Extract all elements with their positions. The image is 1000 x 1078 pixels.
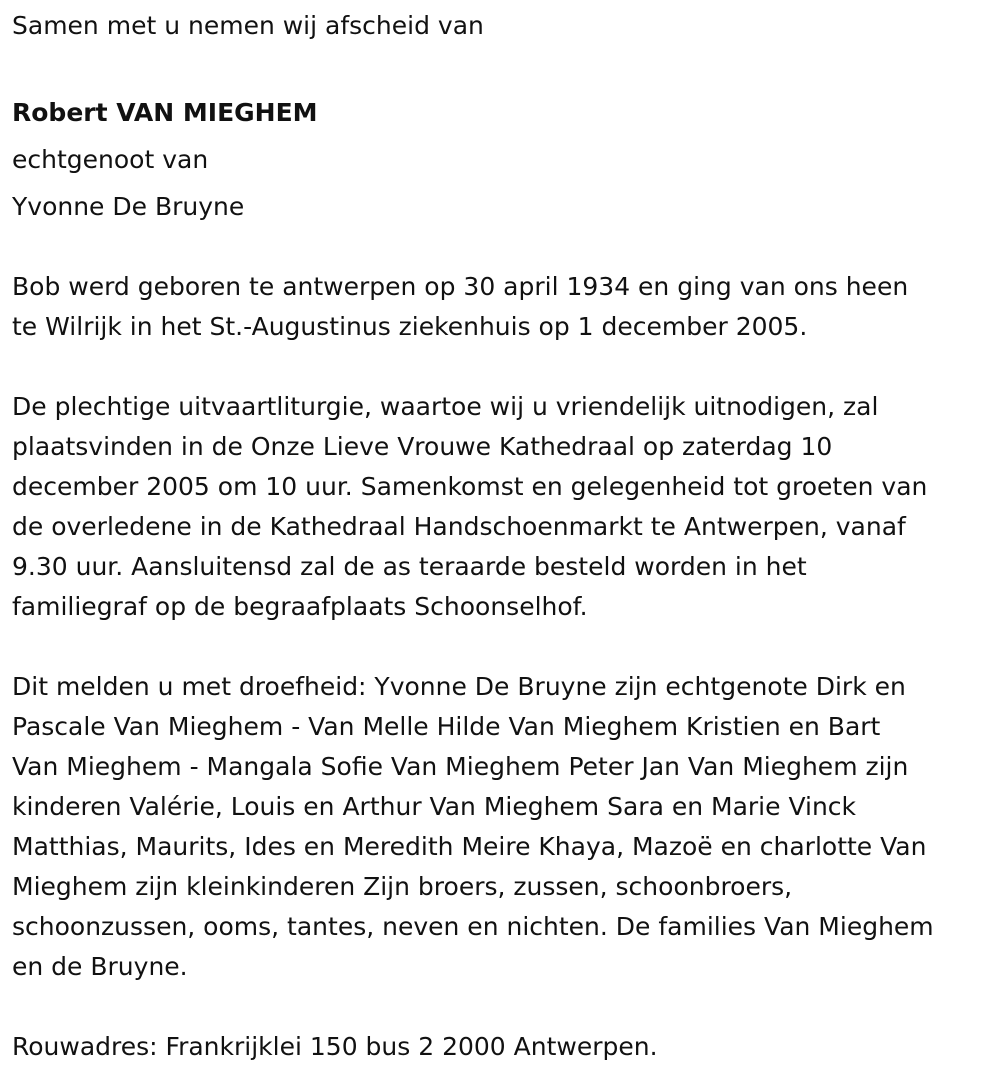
spouse-name: Yvonne De Bruyne [12,192,245,221]
ceremony-paragraph: De plechtige uitvaartliturgie, waartoe wij u vriendelijk uitnodigen, zal plaatsvinden in de Onze Lieve Vrouwe Kathedraal op zaterdag 10 december 2005 om 10 uur. Samenkomst en gelegenheid tot groeten van de overledene in de Kathedraal Handschoenmarkt te Antwerpen, vanaf 9.30 uur. Aansluitensd zal de as teraarde besteld worden in het familiegraf op de begraafplaats Schoonselhof. [12,392,928,621]
address-text: Rouwadres: Frankrijklei 150 bus 2 2000 Antwerpen. [12,1032,658,1061]
birth-death-paragraph: Bob werd geboren te antwerpen op 30 april 1934 en ging van ons heen te Wilrijk in het St.-Augustinus ziekenhuis op 1 december 2005. [12,272,909,341]
family-paragraph: Dit melden u met droefheid: Yvonne De Bruyne zijn echtgenote Dirk en Pascale Van Mieghem - Van Melle Hilde Van Mieghem Kristien en Bart Van Mieghem - Mangala Sofie Van Mieghem Peter Jan Van Mieghem zijn kinderen Valérie, Louis en Arthur Van Mieghem Sara en Marie Vinck Matthias, Maurits, Ides en Meredith Meire Khaya, Mazoë en charlotte Van Mieghem zijn kleinkinderen Zijn broers, zussen, schoonbroers, schoonzussen, ooms, tantes, neven en nichten. De families Van Mieghem en de Bruyne. [12,672,934,981]
obituary-document [12,6,992,1067]
deceased-name: Robert VAN MIEGHEM [12,98,318,127]
relation-text: echtgenoot van [12,145,209,174]
intro-text: Samen met u nemen wij afscheid van [12,11,484,40]
